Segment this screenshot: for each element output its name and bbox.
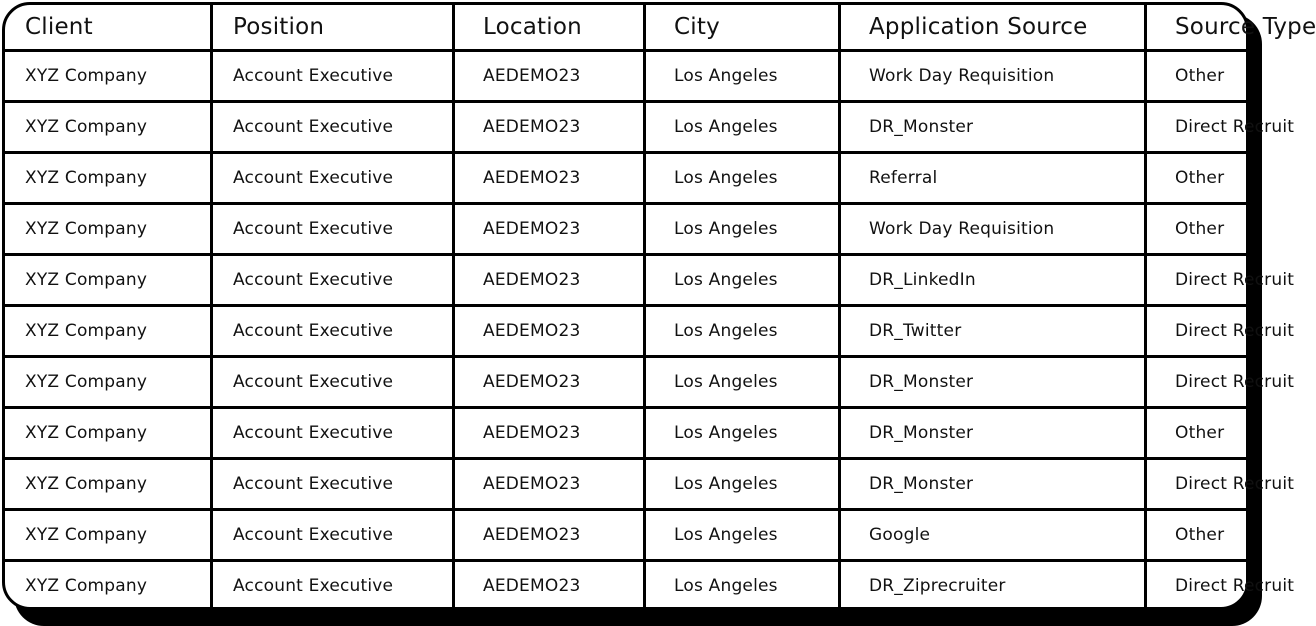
cell-application-source: DR_Monster	[840, 459, 1146, 510]
cell-location: AEDEMO23	[454, 459, 645, 510]
cell-source-type: Direct Recruit	[1146, 306, 1247, 357]
cell-application-source: Work Day Requisition	[840, 51, 1146, 102]
column-header-client[interactable]: Client	[5, 5, 212, 51]
cell-application-source: Referral	[840, 153, 1146, 204]
cell-position: Account Executive	[212, 102, 454, 153]
column-header-source-type[interactable]: Source Type	[1146, 5, 1247, 51]
cell-location: AEDEMO23	[454, 153, 645, 204]
cell-source-type: Other	[1146, 204, 1247, 255]
cell-client: XYZ Company	[5, 51, 212, 102]
cell-location: AEDEMO23	[454, 561, 645, 611]
cell-application-source: DR_LinkedIn	[840, 255, 1146, 306]
cell-client: XYZ Company	[5, 510, 212, 561]
cell-city: Los Angeles	[645, 408, 840, 459]
table-row[interactable]	[5, 357, 1246, 408]
cell-client: XYZ Company	[5, 561, 212, 611]
cell-position: Account Executive	[212, 561, 454, 611]
cell-source-type: Other	[1146, 51, 1247, 102]
cell-application-source: Work Day Requisition	[840, 204, 1146, 255]
cell-client: XYZ Company	[5, 102, 212, 153]
cell-source-type: Other	[1146, 153, 1247, 204]
table-row[interactable]	[5, 153, 1246, 204]
table-row[interactable]	[5, 204, 1246, 255]
table-row[interactable]	[5, 51, 1246, 102]
cell-position: Account Executive	[212, 459, 454, 510]
cell-location: AEDEMO23	[454, 510, 645, 561]
cell-city: Los Angeles	[645, 306, 840, 357]
cell-position: Account Executive	[212, 51, 454, 102]
cell-client: XYZ Company	[5, 204, 212, 255]
cell-client: XYZ Company	[5, 306, 212, 357]
cell-client: XYZ Company	[5, 459, 212, 510]
cell-location: AEDEMO23	[454, 255, 645, 306]
applications-table	[5, 5, 1316, 610]
cell-location: AEDEMO23	[454, 102, 645, 153]
cell-location: AEDEMO23	[454, 51, 645, 102]
cell-location: AEDEMO23	[454, 408, 645, 459]
cell-application-source: DR_Monster	[840, 357, 1146, 408]
column-header-position[interactable]: Position	[212, 5, 454, 51]
cell-application-source: DR_Ziprecruiter	[840, 561, 1146, 611]
cell-client: XYZ Company	[5, 408, 212, 459]
table-row[interactable]	[5, 306, 1246, 357]
cell-source-type: Direct Recruit	[1146, 357, 1247, 408]
cell-city: Los Angeles	[645, 51, 840, 102]
cell-location: AEDEMO23	[454, 357, 645, 408]
cell-source-type: Direct Recruit	[1146, 561, 1247, 611]
cell-position: Account Executive	[212, 306, 454, 357]
cell-source-type: Other	[1146, 510, 1247, 561]
table-header-row	[5, 5, 1246, 51]
cell-source-type: Direct Recruit	[1146, 102, 1247, 153]
table-row[interactable]	[5, 255, 1246, 306]
column-header-location[interactable]: Location	[454, 5, 645, 51]
cell-city: Los Angeles	[645, 561, 840, 611]
cell-position: Account Executive	[212, 510, 454, 561]
cell-source-type: Other	[1146, 408, 1247, 459]
cell-source-type: Direct Recruit	[1146, 255, 1247, 306]
column-header-application-source[interactable]: Application Source	[840, 5, 1146, 51]
cell-application-source: Google	[840, 510, 1146, 561]
cell-city: Los Angeles	[645, 255, 840, 306]
table-row[interactable]	[5, 459, 1246, 510]
table-body	[5, 51, 1295, 611]
cell-client: XYZ Company	[5, 255, 212, 306]
cell-application-source: DR_Monster	[840, 408, 1146, 459]
data-table-card	[2, 2, 1316, 610]
cell-position: Account Executive	[212, 153, 454, 204]
cell-client: XYZ Company	[5, 357, 212, 408]
cell-location: AEDEMO23	[454, 306, 645, 357]
cell-position: Account Executive	[212, 204, 454, 255]
cell-city: Los Angeles	[645, 102, 840, 153]
cell-client: XYZ Company	[5, 153, 212, 204]
cell-city: Los Angeles	[645, 153, 840, 204]
cell-city: Los Angeles	[645, 204, 840, 255]
table-row[interactable]	[5, 510, 1246, 561]
table-row[interactable]	[5, 102, 1246, 153]
cell-source-type: Direct Recruit	[1146, 459, 1247, 510]
cell-application-source: DR_Twitter	[840, 306, 1146, 357]
cell-location: AEDEMO23	[454, 204, 645, 255]
cell-city: Los Angeles	[645, 357, 840, 408]
cell-city: Los Angeles	[645, 459, 840, 510]
table-row[interactable]	[5, 561, 1246, 611]
column-header-city[interactable]: City	[645, 5, 840, 51]
cell-position: Account Executive	[212, 255, 454, 306]
cell-position: Account Executive	[212, 408, 454, 459]
cell-city: Los Angeles	[645, 510, 840, 561]
cell-position: Account Executive	[212, 357, 454, 408]
cell-application-source: DR_Monster	[840, 102, 1146, 153]
table-row[interactable]	[5, 408, 1246, 459]
